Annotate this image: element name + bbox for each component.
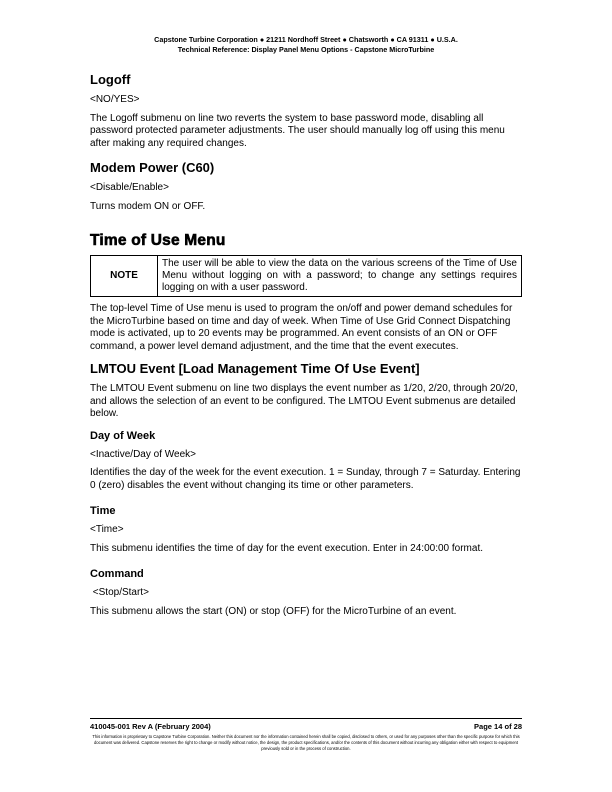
section-title-modem-power: Modem Power (C60) [90, 160, 215, 175]
section-title-time-of-use-menu: Time of Use Menu [90, 232, 226, 249]
logoff-description: The Logoff submenu on line two reverts the system to base password mode, disabling all password protected parameter adjustments. The user should manually log off using this menu after making any required changes. [90, 112, 505, 149]
header-company-line: Capstone Turbine Corporation ● 21211 Nordhoff Street ● Chatsworth ● CA 91311 ● U.S.A. [154, 35, 458, 44]
section-title-lmtou-event: LMTOU Event [Load Management Time Of Use Event] [90, 361, 420, 376]
note-text: The user will be able to view the data on the various screens of the Time of Use Menu without logging on with a password; to change any settings requires logging on with a user password. [158, 256, 522, 297]
time-options: <Time> [90, 524, 124, 535]
subsection-title-time: Time [90, 505, 116, 517]
modem-description: Turns modem ON or OFF. [90, 200, 206, 212]
page-header [0, 35, 612, 55]
subsection-title-command: Command [90, 568, 144, 580]
logoff-options: <NO/YES> [90, 94, 140, 105]
lmtou-description: The LMTOU Event submenu on line two displays the event number as 1/20, 2/20, through 20/20, and allows the selection of an event to be configured. The LMTOU Event submenus are detailed below. [90, 383, 518, 419]
command-description: This submenu allows the start (ON) or stop (OFF) for the MicroTurbine of an event. [90, 605, 457, 617]
command-options: <Stop/Start> [90, 587, 149, 598]
footer-document-id: 410045-001 Rev A (February 2004) [90, 722, 211, 731]
day-of-week-description: Identifies the day of the week for the event execution. 1 = Sunday, through 7 = Saturday. Entering 0 (zero) disables the event without changing its time or other parameters. [90, 467, 521, 491]
footer-disclaimer: This information is proprietary to Capstone Turbine Corporation. Neither this document nor the information contained herein shall be copied, disclosed to others, or used for any purposes other than the specific purpose for which this document was delivered. Capstone reserves the right to change or modify without notice, the design, the product specifications, and/or the contents of this document without incurring any obligation either with respect to equipment previously sold or in the process of construction. [92, 734, 520, 751]
note-label: NOTE [91, 256, 158, 297]
note-box [90, 255, 522, 297]
time-description: This submenu identifies the time of day for the event execution. Enter in 24:00:00 format. [90, 542, 483, 554]
time-of-use-description: The top-level Time of Use menu is used to program the on/off and power demand schedules for the MicroTurbine based on time and day of week. When Time of Use Grid Connect Dispatching mode is activated, up to 20 events may be programmed. An event consists of an ON or OFF command, a power level demand adjustment, and the time that the event executes. [90, 303, 513, 352]
section-title-logoff: Logoff [90, 72, 131, 87]
day-of-week-options: <Inactive/Day of Week> [90, 448, 196, 460]
subsection-title-day-of-week: Day of Week [90, 429, 156, 442]
footer-divider [90, 718, 522, 719]
footer-page-number: Page 14 of 28 [474, 722, 522, 731]
document-body [90, 72, 522, 624]
modem-options: <Disable/Enable> [90, 182, 169, 193]
header-reference-line: Technical Reference: Display Panel Menu Options - Capstone MicroTurbine [177, 45, 435, 54]
